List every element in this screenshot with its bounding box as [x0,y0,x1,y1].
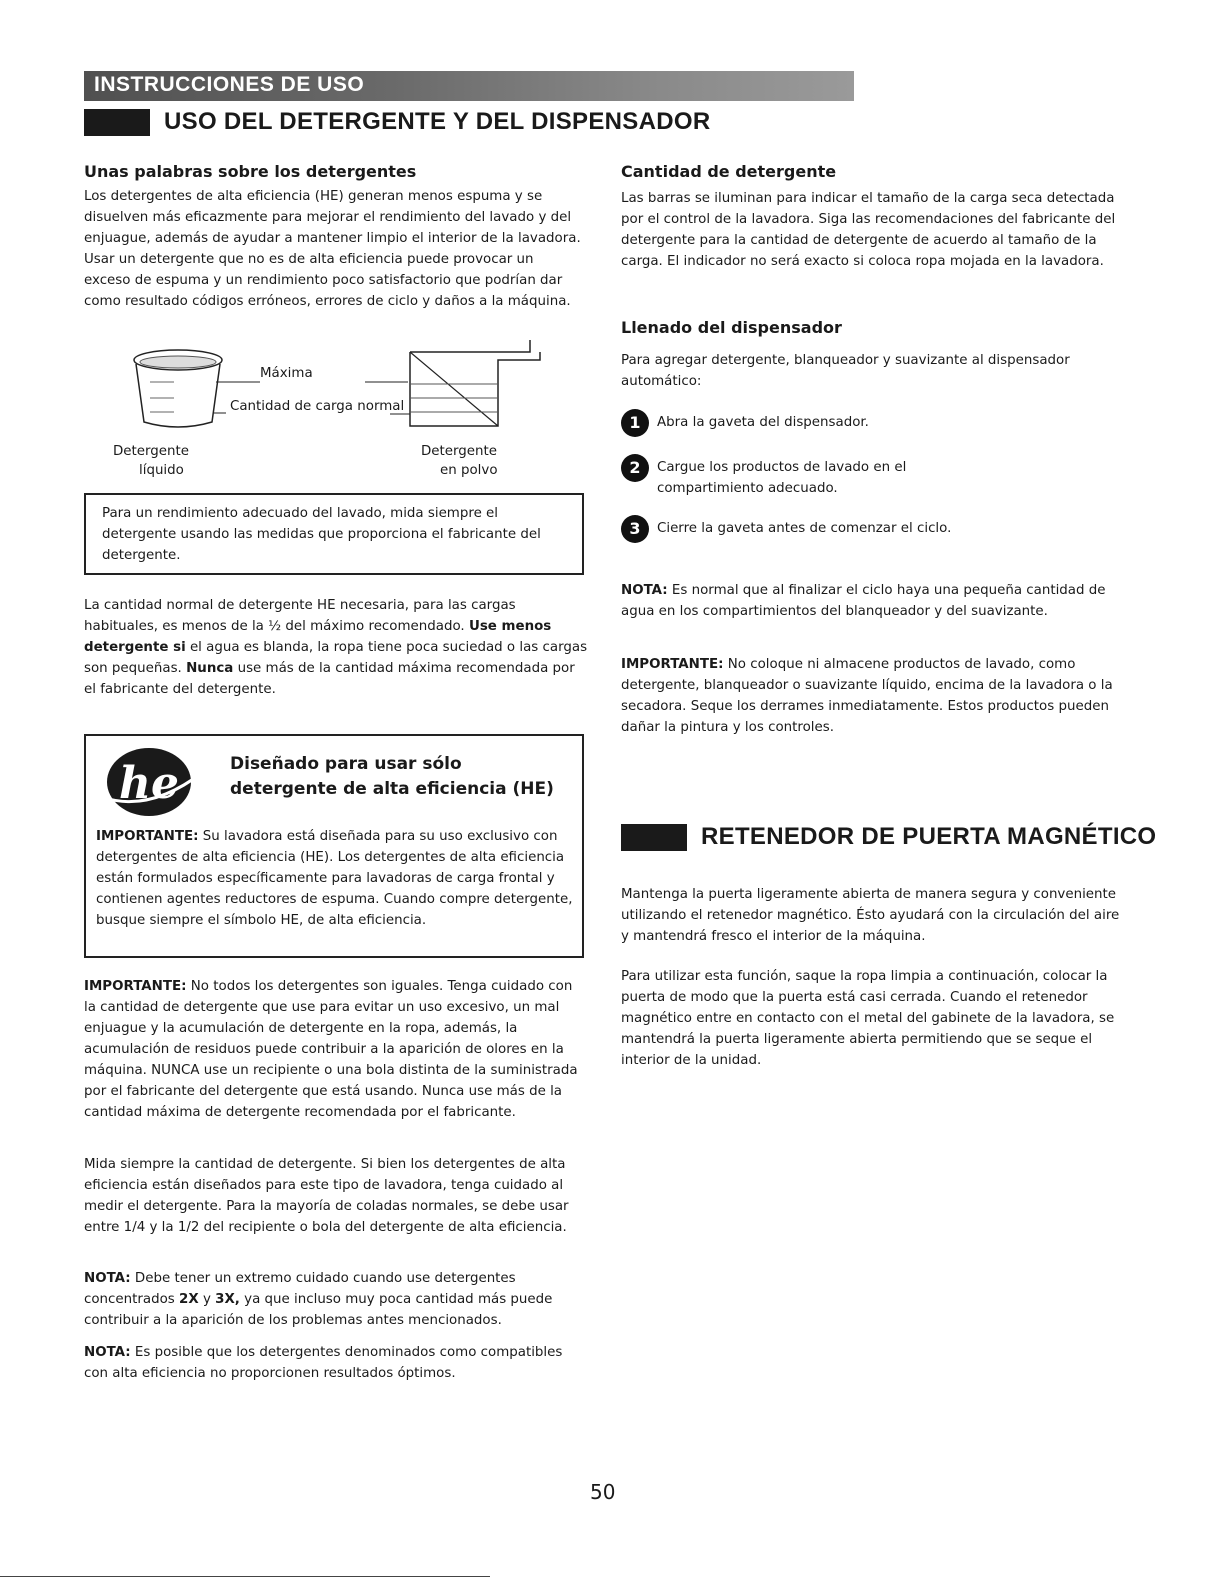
step-1-number-icon: 1 [621,409,649,437]
paragraph-nota-1 [84,1268,584,1331]
paragraph-magnet-2: Para utilizar esta función, saque la ropa limpia a continuación, colocar la puerta de modo que la puerta está casi cerrada. Cuando el retenedor magnético entre en contacto con el metal del gabinete de la lavadora, se mantendrá la puerta ligeramente abierta permitiendo que se seque el interior de la unidad. [621,969,1115,1068]
section-heading-detergent [84,108,710,136]
he-title-line1: Diseñado para usar sólo [230,754,462,774]
paragraph-magnet-1: Mantenga la puerta ligeramente abierta de manera segura y conveniente utilizando el retenedor magnético. Ésto ayudará con la circulación del aire y mantendrá fresco el interior de la máquina. [621,887,1120,944]
nota-right-text: Es normal que al finalizar el ciclo haya una pequeña cantidad de agua en los compartimientos del blanqueador y del suavizante. [621,583,1106,619]
paragraph-important-2 [84,976,584,1123]
he-logo-text: he [119,758,179,809]
step-2-number-icon: 2 [621,454,649,482]
diagram-max-label: Máxima [260,366,313,381]
step-2 [621,454,961,499]
measure-cup-diagram-icon [110,340,570,440]
section-bar [84,109,150,136]
he-title-line2: detergente de alta eficiencia (HE) [230,779,554,799]
bottom-rule [0,1576,490,1577]
normal-text-2: el agua es blanda, la ropa tiene poca suciedad o las cargas son pequeñas. [84,640,588,676]
he-important-label: IMPORTANTE: [96,829,199,844]
section-bar [621,824,687,851]
he-important-body: Su lavadora está diseñada para su uso exclusivo con detergentes de alta eficiencia (HE). Los detergentes de alta eficiencia están formulados específicamente para lavadoras de carga frontal y contienen agentes reductores de espuma. Cuando compre detergente, busque siempre el símbolo HE, de alta eficiencia. [96,829,573,928]
header-banner [84,71,854,101]
nota1-text-b: ya que incluso muy poca cantidad más puede contribuir a la aparición de los problemas antes mencionados. [84,1292,553,1328]
normal-text-1: La cantidad normal de detergente HE necesaria, para las cargas habituales, es menos de la ½ del máximo recomendado. [84,598,516,634]
paragraph-nota-right [621,580,1121,622]
nota1-y: y [202,1292,211,1307]
paragraph-nota-2 [84,1342,584,1384]
step-3 [621,515,1101,543]
paragraph-normal-quantity [84,595,589,700]
step-1 [621,409,1101,437]
important2-label: IMPORTANTE: [84,979,187,994]
banner-title: INSTRUCCIONES DE USO [94,73,365,96]
measure-note-box [84,493,584,575]
nota2-text: Es posible que los detergentes denominados como compatibles con alta eficiencia no proporcionen resultados óptimos. [84,1345,563,1381]
nota1-3x: 3X, [215,1292,240,1307]
paragraph-measure: Mida siempre la cantidad de detergente. Si bien los detergentes de alta eficiencia están diseñados para este tipo de lavadora, tenga cuidado al medir el detergente. Para la mayoría de coladas normales, se debe usar entre 1/4 y la 1/2 del recipiente o bola del detergente de alta eficiencia. [84,1157,569,1235]
he-info-box [84,734,584,958]
normal-text-3: use más de la cantidad máxima recomendada por el fabricante del detergente. [84,661,575,697]
paragraph-quantity: Las barras se iluminan para indicar el tamaño de la carga seca detectada por el control de la lavadora. Siga las recomendaciones del fabricante del detergente para la cantidad de detergente de acuerdo al tamaño de la carga. El indicador no será exacto si coloca ropa mojada en la lavadora. [621,191,1116,269]
paragraph-important-right [621,654,1126,738]
important-right-label: IMPORTANTE: [621,657,724,672]
step-3-text: Cierre la gaveta antes de comenzar el ciclo. [657,521,952,536]
diagram-liquid-label-1: Detergente [113,444,190,459]
diagram-powder-label-2: en polvo [440,463,498,478]
step-3-number-icon: 3 [621,515,649,543]
important-right-text: No coloque ni almacene productos de lavado, como detergente, blanqueador o suavizante líquido, encima de la lavadora o la secadora. Seque los derrames inmediatamente. Estos productos pueden dañar la pintura y los controles. [621,657,1113,735]
heading-fill-dispenser: Llenado del dispensador [621,318,842,337]
he-logo-icon [91,740,209,820]
diagram-powder-label-1: Detergente [421,444,498,459]
important2-text: No todos los detergentes son iguales. Tenga cuidado con la cantidad de detergente que use para evitar un uso excesivo, un mal enjuague y la acumulación de detergente en la ropa, además, la acumulación de residuos puede contribuir a la aparición de olores en la máquina. NUNCA use un recipiente o una bola distinta de la suministrada por el fabricante del detergente que está usando. Nunca use más de la cantidad máxima de detergente recomendada por el fabricante. [84,979,578,1120]
normal-bold-1: Use menos detergente si [84,619,552,655]
section-heading-magnet [621,823,1156,851]
heading-quantity: Cantidad de detergente [621,162,837,181]
detergent-diagram [110,340,570,490]
heading-detergents: Unas palabras sobre los detergentes [84,162,417,181]
nota1-label: NOTA: [84,1271,131,1286]
paragraph-detergents: Los detergentes de alta eficiencia (HE) generan menos espuma y se disuelven más eficazmente para mejorar el rendimiento del lavado y del enjuague, además de ayudar a mantener limpio el interior de la lavadora. Usar un detergente que no es de alta eficiencia puede provocar un exceso de espuma y un rendimiento poco satisfactorio que podrían dar como resultado códigos erróneos, errores de ciclo y daños a la máquina. [84,189,581,309]
diagram-liquid-label-2: líquido [139,463,184,478]
step-2-text: Cargue los productos de lavado en el compartimiento adecuado. [657,460,907,496]
nota1-2x: 2X [179,1292,199,1307]
page-number: 50 [590,1480,616,1504]
section-title-magnet: RETENEDOR DE PUERTA MAGNÉTICO [701,823,1157,850]
step-1-text: Abra la gaveta del dispensador. [657,415,869,430]
paragraph-fill: Para agregar detergente, blanqueador y suavizante al dispensador automático: [621,353,1070,389]
section-title: USO DEL DETERGENTE Y DEL DISPENSADOR [164,108,711,135]
nota2-label: NOTA: [84,1345,131,1360]
measure-note-text: Para un rendimiento adecuado del lavado, mida siempre el detergente usando las medidas que proporciona el fabricante del detergente. [102,506,541,563]
diagram-normal-label: Cantidad de carga normal [230,399,405,414]
nota1-text-a: Debe tener un extremo cuidado cuando use detergentes concentrados [84,1271,516,1307]
he-important-text [96,826,584,931]
normal-bold-2: Nunca [186,661,234,676]
nota-right-label: NOTA: [621,583,668,598]
